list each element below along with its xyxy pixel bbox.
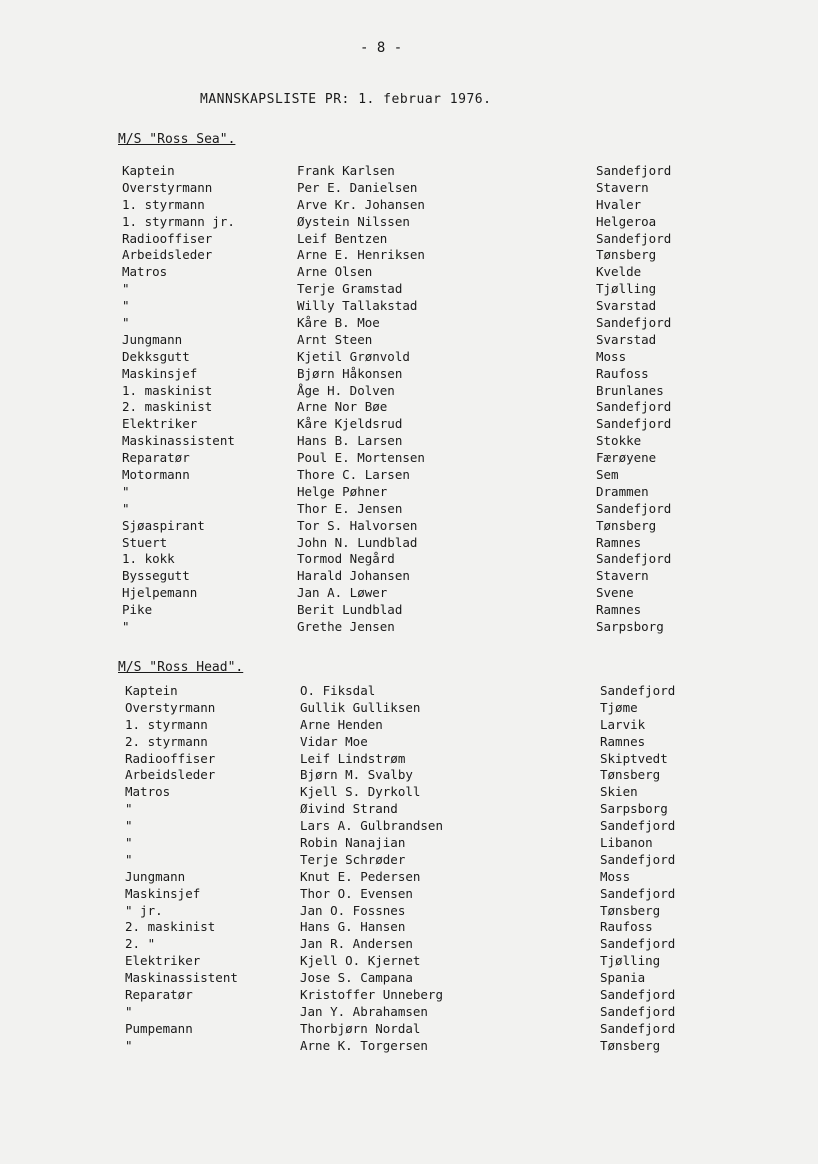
crew-name: Kristoffer Unneberg [300, 987, 443, 1003]
crew-name: Arve Kr. Johansen [297, 196, 425, 212]
crew-home: Stokke [596, 433, 642, 449]
crew-name: John N. Lundblad [297, 534, 418, 550]
crew-rank: Elektriker [122, 416, 198, 432]
crew-rank: Overstyrmann [122, 179, 213, 195]
crew-home: Sandefjord [600, 885, 676, 901]
crew-name: Arne Nor Bøe [297, 399, 388, 415]
crew-home: Sandefjord [600, 987, 676, 1003]
crew-name: O. Fiksdal [300, 683, 376, 698]
crew-rank: Motormann [122, 467, 190, 483]
crew-home: Sandefjord [596, 399, 672, 415]
crew-rank: 1. kokk [122, 551, 175, 567]
crew-rank: Radiooffiser [122, 230, 213, 246]
crew-row [0, 450, 818, 467]
crew-name: Kjell O. Kjernet [300, 953, 421, 969]
crew-rank: Stuert [122, 534, 168, 550]
crew-rank: Dekksgutt [122, 348, 190, 364]
crew-name: Terje Schrøder [300, 851, 406, 867]
crew-rank: " [122, 281, 130, 297]
crew-row [0, 801, 818, 818]
crew-home: Svene [596, 585, 634, 601]
crew-name: Thor O. Evensen [300, 885, 413, 901]
crew-name: Thorbjørn Nordal [300, 1020, 421, 1036]
crew-home: Sandefjord [596, 163, 672, 178]
crew-rank: Pike [122, 602, 153, 618]
crew-row [0, 784, 818, 801]
crew-home: Tønsberg [600, 1037, 661, 1053]
crew-row [0, 467, 818, 484]
crew-row [0, 818, 818, 835]
crew-rank: 1. maskinist [122, 382, 213, 398]
crew-row [0, 835, 818, 852]
crew-row [0, 281, 818, 298]
crew-row [0, 1004, 818, 1021]
crew-rank: " [125, 1037, 133, 1053]
crew-home: Tønsberg [600, 767, 661, 783]
crew-home: Skiptvedt [600, 750, 668, 766]
crew-home: Sarpsborg [600, 801, 668, 817]
crew-rank: 1. styrmann [125, 716, 208, 732]
crew-home: Stavern [596, 179, 649, 195]
crew-row [0, 886, 818, 903]
crew-rank: Byssegutt [122, 568, 190, 584]
crew-row [0, 953, 818, 970]
page-number: - 8 - [360, 40, 403, 56]
crew-row [0, 298, 818, 315]
crew-name: Tor S. Halvorsen [297, 517, 418, 533]
crew-rank: " [125, 835, 133, 851]
crew-name: Thor E. Jensen [297, 500, 403, 516]
crew-name: Arne Henden [300, 716, 383, 732]
crew-home: Tjøme [600, 699, 638, 715]
crew-name: Knut E. Pedersen [300, 868, 421, 884]
crew-home: Sandefjord [596, 500, 672, 516]
crew-rank: " [122, 500, 130, 516]
crew-name: Terje Gramstad [297, 281, 403, 297]
crew-home: Tjølling [600, 953, 661, 969]
crew-home: Sandefjord [596, 416, 672, 432]
crew-rank: " [122, 298, 130, 314]
crew-home: Helgeroa [596, 213, 657, 229]
crew-rank: " [122, 315, 130, 331]
crew-name: Arne K. Torgersen [300, 1037, 428, 1053]
crew-rank: Arbeidsleder [125, 767, 216, 783]
crew-name: Arne Olsen [297, 264, 373, 280]
crew-row [0, 518, 818, 535]
crew-row [0, 869, 818, 886]
crew-name: Jan Y. Abrahamsen [300, 1003, 428, 1019]
crew-name: Leif Lindstrøm [300, 750, 406, 766]
crew-name: Bjørn Håkonsen [297, 365, 403, 381]
crew-name: Arne E. Henriksen [297, 247, 425, 263]
crew-row [0, 683, 818, 700]
crew-home: Stavern [596, 568, 649, 584]
crew-name: Øystein Nilssen [297, 213, 410, 229]
crew-list-ross-sea [0, 163, 818, 636]
crew-name: Jan R. Andersen [300, 936, 413, 952]
ship-heading-ross-sea: M/S "Ross Sea". [118, 132, 236, 147]
crew-row [0, 433, 818, 450]
crew-name: Vidar Moe [300, 733, 368, 749]
crew-home: Skien [600, 784, 638, 800]
crew-home: Tønsberg [596, 517, 657, 533]
crew-rank: Matros [125, 784, 171, 800]
crew-row [0, 751, 818, 768]
crew-name: Harald Johansen [297, 568, 410, 584]
crew-row [0, 551, 818, 568]
crew-row [0, 264, 818, 281]
crew-name: Poul E. Mortensen [297, 450, 425, 466]
crew-home: Ramnes [596, 534, 642, 550]
crew-row [0, 383, 818, 400]
crew-home: Svarstad [596, 331, 657, 347]
crew-row [0, 852, 818, 869]
crew-home: Sandefjord [600, 851, 676, 867]
crew-row [0, 970, 818, 987]
crew-rank: Overstyrmann [125, 699, 216, 715]
crew-name: Thore C. Larsen [297, 467, 410, 483]
crew-name: Kåre Kjeldsrud [297, 416, 403, 432]
crew-row [0, 349, 818, 366]
crew-name: Hans B. Larsen [297, 433, 403, 449]
crew-home: Ramnes [596, 602, 642, 618]
crew-rank: Arbeidsleder [122, 247, 213, 263]
crew-rank: 2. maskinist [125, 919, 216, 935]
crew-row [0, 399, 818, 416]
crew-home: Tønsberg [596, 247, 657, 263]
crew-name: Kåre B. Moe [297, 315, 380, 331]
crew-rank: " [122, 483, 130, 499]
crew-name: Tormod Negård [297, 551, 395, 567]
crew-rank: Sjøaspirant [122, 517, 205, 533]
crew-rank: Maskinassistent [125, 970, 238, 986]
crew-list-ross-head [0, 683, 818, 1055]
crew-home: Drammen [596, 483, 649, 499]
crew-home: Sandefjord [596, 230, 672, 246]
crew-row [0, 366, 818, 383]
crew-rank: " jr. [125, 902, 163, 918]
crew-name: Bjørn M. Svalby [300, 767, 413, 783]
crew-home: Raufoss [600, 919, 653, 935]
crew-rank: Hjelpemann [122, 585, 198, 601]
crew-rank: " [125, 818, 133, 834]
crew-name: Berit Lundblad [297, 602, 403, 618]
crew-home: Libanon [600, 835, 653, 851]
crew-row [0, 231, 818, 248]
crew-rank: Kaptein [122, 163, 175, 178]
crew-row [0, 1021, 818, 1038]
crew-home: Færøyene [596, 450, 657, 466]
crew-row [0, 315, 818, 332]
crew-row [0, 163, 818, 180]
crew-rank: Reparatør [122, 450, 190, 466]
crew-rank: 2. styrmann [125, 733, 208, 749]
crew-rank: Maskinsjef [122, 365, 198, 381]
crew-rank: " [125, 801, 133, 817]
crew-rank: Maskinassistent [122, 433, 235, 449]
crew-rank: " [125, 851, 133, 867]
crew-home: Sandefjord [600, 1020, 676, 1036]
crew-row [0, 535, 818, 552]
crew-name: Lars A. Gulbrandsen [300, 818, 443, 834]
crew-name: Jan O. Fossnes [300, 902, 406, 918]
crew-name: Jan A. Løwer [297, 585, 388, 601]
crew-name: Grethe Jensen [297, 619, 395, 635]
crew-home: Sandefjord [600, 683, 676, 698]
crew-rank: " [122, 619, 130, 635]
crew-rank: Matros [122, 264, 168, 280]
crew-row [0, 501, 818, 518]
crew-name: Helge Pøhner [297, 483, 388, 499]
crew-rank: Kaptein [125, 683, 178, 698]
crew-home: Kvelde [596, 264, 642, 280]
crew-home: Tønsberg [600, 902, 661, 918]
crew-rank: 1. styrmann jr. [122, 213, 235, 229]
crew-home: Brunlanes [596, 382, 664, 398]
crew-row [0, 484, 818, 501]
crew-name: Øivind Strand [300, 801, 398, 817]
crew-name: Arnt Steen [297, 331, 373, 347]
crew-rank: " [125, 1003, 133, 1019]
crew-home: Sandefjord [600, 1003, 676, 1019]
crew-row [0, 214, 818, 231]
crew-name: Åge H. Dolven [297, 382, 395, 398]
crew-row [0, 734, 818, 751]
crew-row [0, 619, 818, 636]
crew-row [0, 903, 818, 920]
crew-rank: Elektriker [125, 953, 201, 969]
crew-row [0, 987, 818, 1004]
crew-row [0, 717, 818, 734]
crew-home: Moss [600, 868, 631, 884]
crew-rank: 1. styrmann [122, 196, 205, 212]
crew-home: Sarpsborg [596, 619, 664, 635]
crew-row [0, 767, 818, 784]
crew-name: Robin Nanajian [300, 835, 406, 851]
crew-row [0, 197, 818, 214]
crew-name: Jose S. Campana [300, 970, 413, 986]
crew-rank: 2. " [125, 936, 156, 952]
crew-home: Sandefjord [596, 551, 672, 567]
crew-row [0, 1038, 818, 1055]
crew-row [0, 247, 818, 264]
crew-row [0, 700, 818, 717]
crew-name: Kjetil Grønvold [297, 348, 410, 364]
crew-home: Raufoss [596, 365, 649, 381]
crew-row [0, 332, 818, 349]
crew-row [0, 919, 818, 936]
crew-row [0, 602, 818, 619]
crew-home: Sandefjord [600, 818, 676, 834]
crew-name: Willy Tallakstad [297, 298, 418, 314]
crew-home: Ramnes [600, 733, 646, 749]
crew-home: Hvaler [596, 196, 642, 212]
crew-home: Svarstad [596, 298, 657, 314]
crew-name: Frank Karlsen [297, 163, 395, 178]
crew-home: Moss [596, 348, 627, 364]
document-title: MANNSKAPSLISTE PR: 1. februar 1976. [200, 92, 492, 107]
crew-home: Sandefjord [596, 315, 672, 331]
crew-rank: Jungmann [125, 868, 186, 884]
crew-home: Sem [596, 467, 619, 483]
crew-row [0, 568, 818, 585]
crew-name: Leif Bentzen [297, 230, 388, 246]
crew-row [0, 416, 818, 433]
crew-name: Hans G. Hansen [300, 919, 406, 935]
ship-heading-ross-head: M/S "Ross Head". [118, 660, 244, 675]
crew-rank: Radiooffiser [125, 750, 216, 766]
crew-rank: 2. maskinist [122, 399, 213, 415]
crew-row [0, 585, 818, 602]
crew-rank: Reparatør [125, 987, 193, 1003]
crew-name: Gullik Gulliksen [300, 699, 421, 715]
crew-rank: Pumpemann [125, 1020, 193, 1036]
crew-home: Sandefjord [600, 936, 676, 952]
crew-name: Per E. Danielsen [297, 179, 418, 195]
crew-rank: Jungmann [122, 331, 183, 347]
crew-name: Kjell S. Dyrkoll [300, 784, 421, 800]
crew-home: Tjølling [596, 281, 657, 297]
crew-row [0, 936, 818, 953]
crew-rank: Maskinsjef [125, 885, 201, 901]
crew-row [0, 180, 818, 197]
crew-home: Spania [600, 970, 646, 986]
crew-home: Larvik [600, 716, 646, 732]
